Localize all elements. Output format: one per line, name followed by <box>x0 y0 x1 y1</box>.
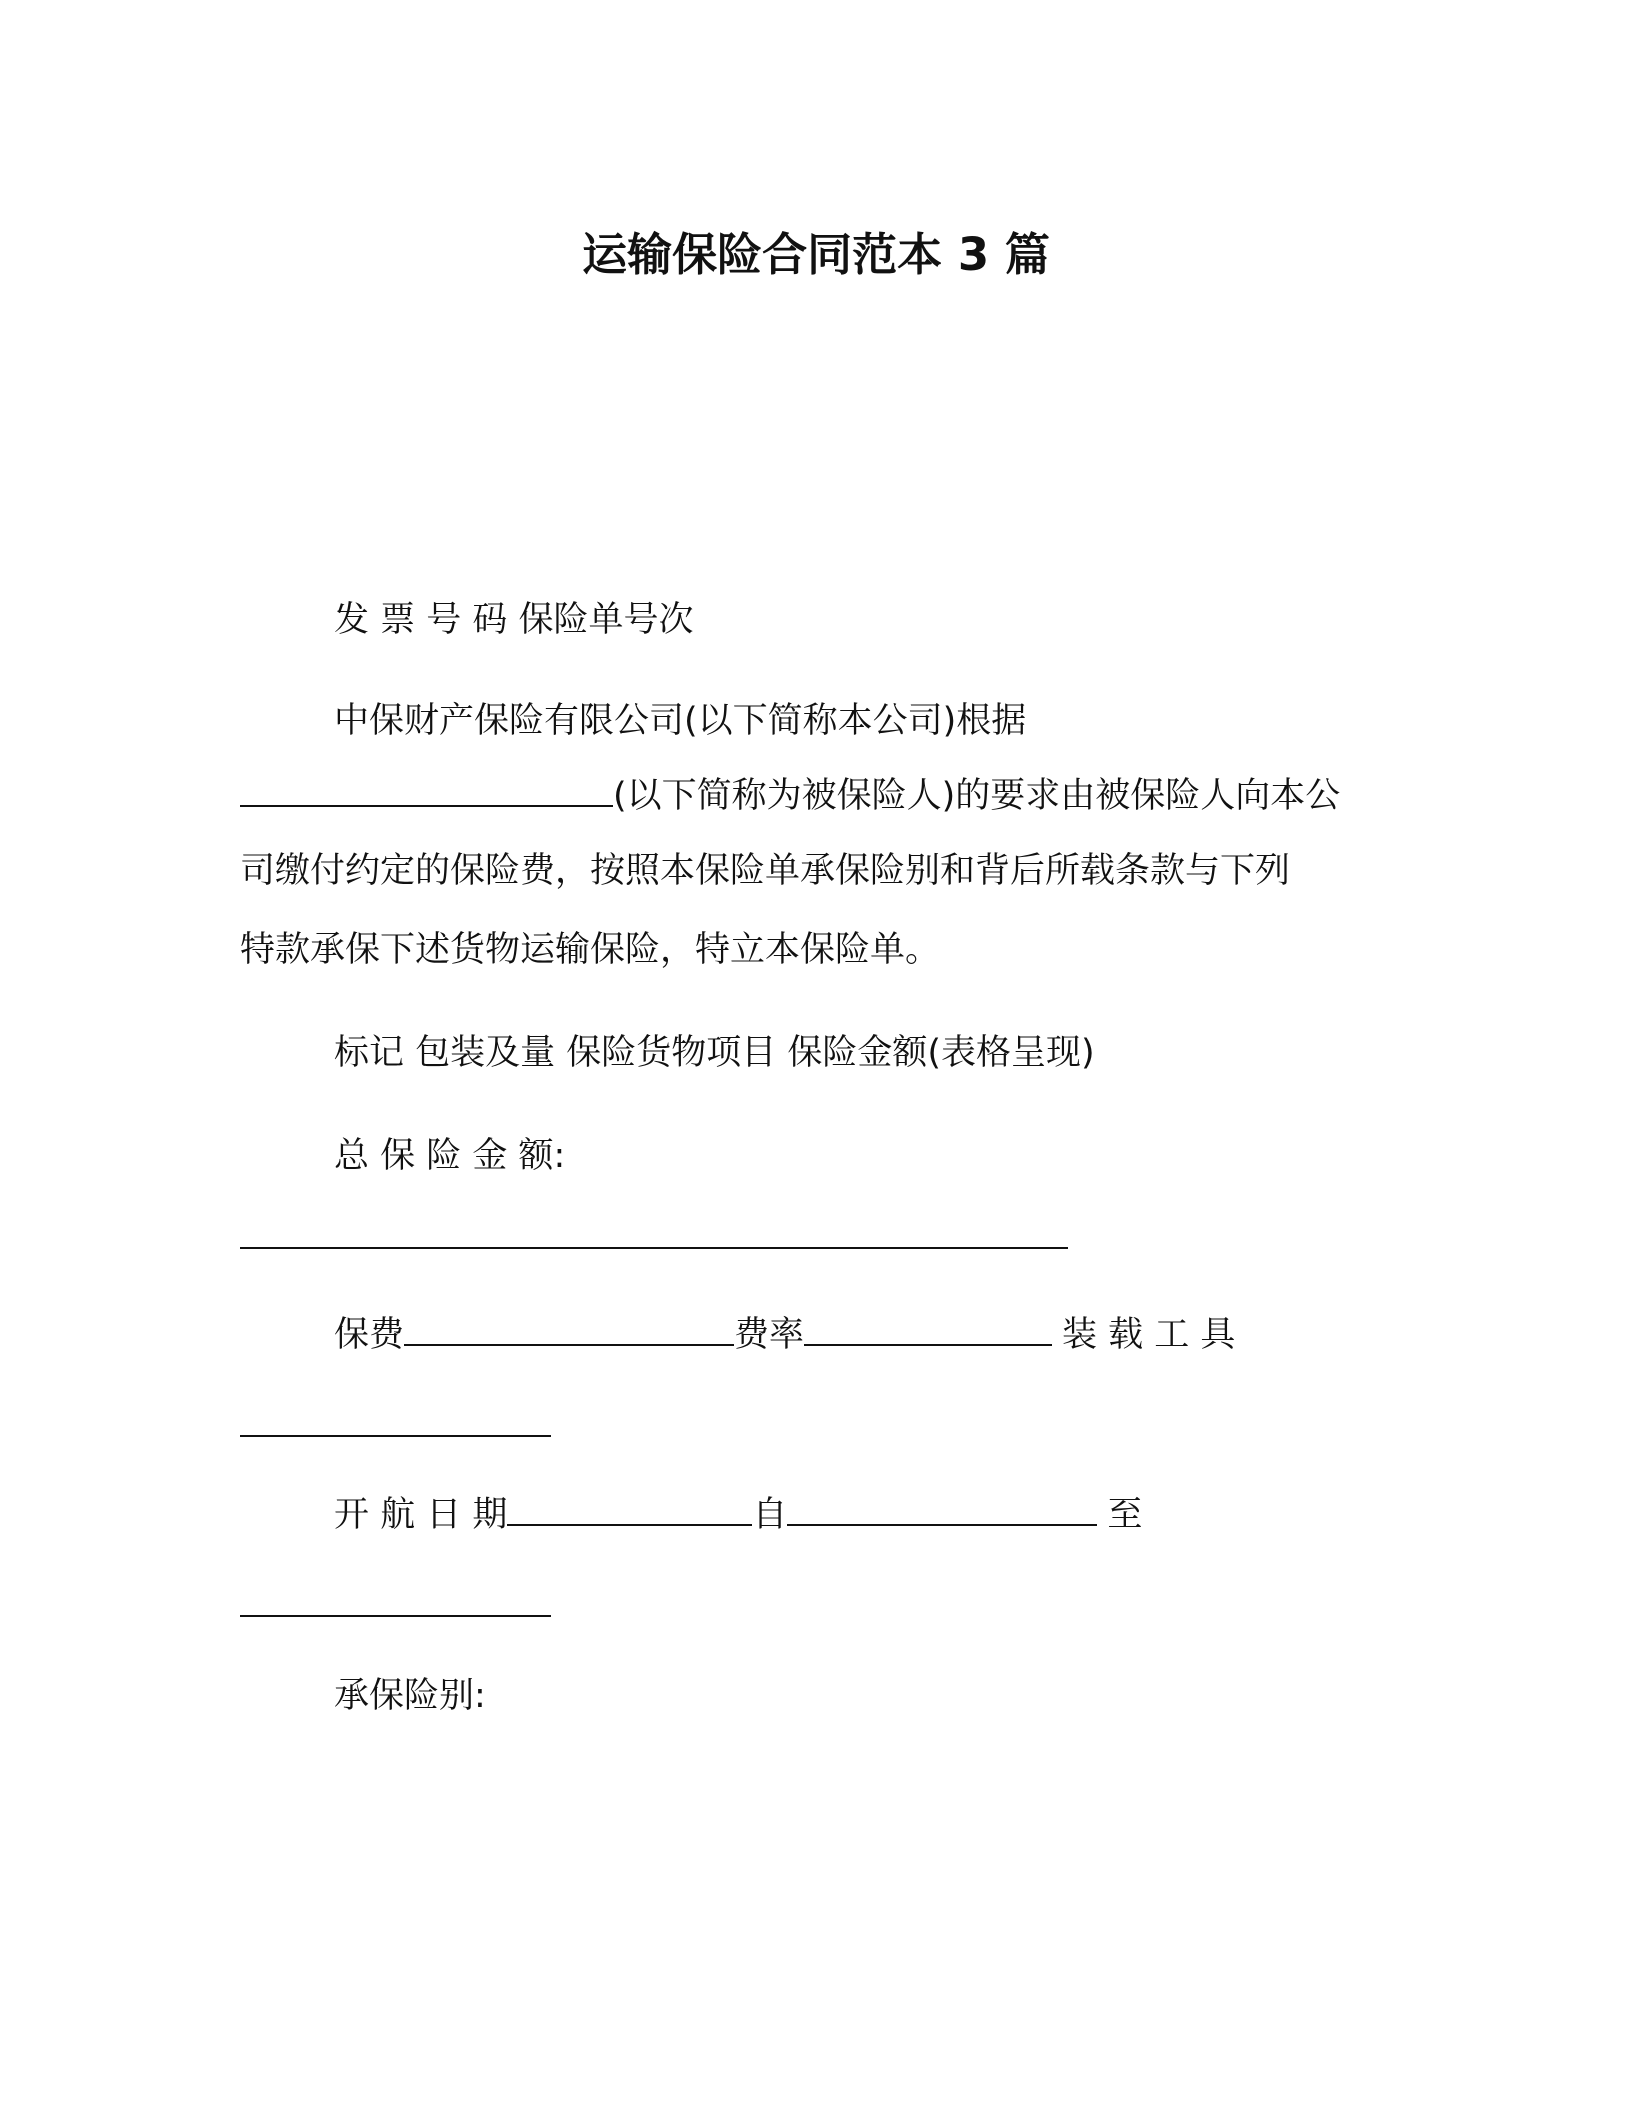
table-header-line: 标记 包装及量 保险货物项目 保险金额(表格呈现) <box>334 1033 1095 1073</box>
from-label: 自 <box>752 1495 788 1535</box>
rate-blank <box>804 1314 1052 1346</box>
sailing-date-label: 开 航 日 期 <box>334 1495 508 1535</box>
destination-line <box>240 1584 551 1628</box>
premium-blank <box>404 1314 734 1346</box>
rate-label: 费率 <box>734 1315 805 1355</box>
total-amount-blank <box>240 1217 1068 1249</box>
premium-label: 保费 <box>334 1315 405 1355</box>
intro-line-4: 特款承保下述货物运输保险，特立本保险单。 <box>240 930 941 970</box>
coverage-label: 承保险别: <box>334 1676 486 1716</box>
intro-line-3: 司缴付约定的保险费，按照本保险单承保险别和背后所载条款与下列 <box>240 851 1291 891</box>
insured-name-blank <box>240 775 613 807</box>
invoice-header-line: 发 票 号 码 保险单号次 <box>334 600 694 640</box>
total-amount-label: 总 保 险 金 额: <box>334 1136 566 1176</box>
intro-line-1: 中保财产保险有限公司(以下简称本公司)根据 <box>334 701 1027 741</box>
destination-blank <box>240 1585 551 1617</box>
sailing-date-line <box>334 1493 1142 1537</box>
intro-line-2 <box>240 774 1340 818</box>
from-blank <box>787 1494 1097 1526</box>
total-amount-line <box>240 1216 1068 1260</box>
sailing-date-blank <box>507 1494 752 1526</box>
conveyance-label: 装 载 工 具 <box>1062 1315 1236 1355</box>
document-title: 运输保险合同范本 3 篇 <box>582 228 1050 281</box>
intro-line-2-text: (以下简称为被保险人)的要求由被保险人向本公 <box>613 776 1341 816</box>
premium-line <box>334 1313 1235 1357</box>
conveyance-blank <box>240 1405 551 1437</box>
conveyance-line <box>240 1404 551 1448</box>
to-label: 至 <box>1107 1495 1143 1535</box>
